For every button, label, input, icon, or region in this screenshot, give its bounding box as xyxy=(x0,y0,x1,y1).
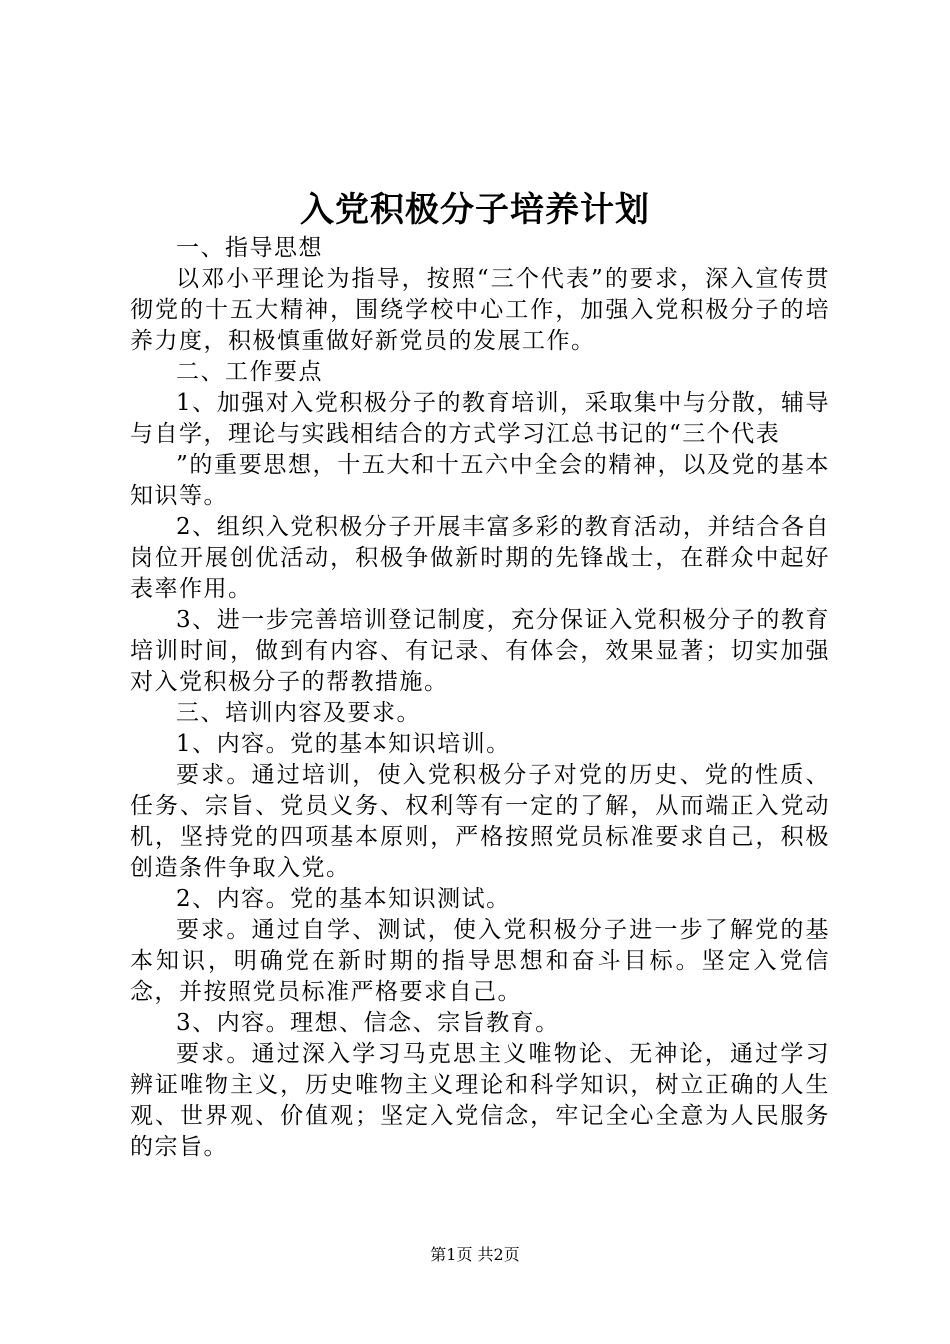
work-point-1: 1、加强对入党积极分子的教育培训，采取集中与分散，辅导与自学，理论与实践相结合的方式学习江总书记的“三个代表 xyxy=(130,390,830,447)
training-content-1: 1、内容。党的基本知识培训。 xyxy=(176,731,511,757)
section-heading-guiding-ideology: 一、指导思想 xyxy=(176,235,323,261)
document-title: 入党积极分子培养计划 xyxy=(300,190,650,230)
training-content-3: 3、内容。理想、信念、宗旨教育。 xyxy=(176,1010,560,1036)
section-heading-training-content: 三、培训内容及要求。 xyxy=(176,700,421,726)
document-body xyxy=(130,233,830,1163)
training-content-2: 2、内容。党的基本知识测试。 xyxy=(176,886,511,912)
page-footer: 第1页 共2页 xyxy=(430,1245,520,1264)
section-heading-work-points: 二、工作要点 xyxy=(176,359,323,385)
work-point-1-continued: ”的重要思想，十五大和十五六中全会的精神，以及党的基本知识等。 xyxy=(130,452,830,509)
work-point-2: 2、组织入党积极分子开展丰富多彩的教育活动，并结合各自岗位开展创优活动，积极争做新时期的先锋战士，在群众中起好表率作用。 xyxy=(130,514,830,602)
work-point-3: 3、进一步完善培训登记制度，充分保证入党积极分子的教育培训时间，做到有内容、有记录、有体会，效果显著；切实加强对入党积极分子的帮教措施。 xyxy=(130,607,830,695)
training-requirement-3: 要求。通过深入学习马克思主义唯物论、无神论，通过学习辨证唯物主义，历史唯物主义理论和科学知识，树立正确的人生观、世界观、价值观；坚定入党信念，牢记全心全意为人民服务的宗旨。 xyxy=(130,1041,830,1160)
training-requirement-1: 要求。通过培训，使入党积极分子对党的历史、党的性质、任务、宗旨、党员义务、权利等有一定的了解，从而端正入党动机，坚持党的四项基本原则，严格按照党员标准要求自己，积极创造条件争取入党。 xyxy=(130,762,830,881)
paragraph-guiding-ideology: 以邓小平理论为指导，按照“三个代表”的要求，深入宣传贯彻党的十五大精神，围绕学校中心工作，加强入党积极分子的培养力度，积极慎重做好新党员的发展工作。 xyxy=(130,266,830,354)
training-requirement-2: 要求。通过自学、测试，使入党积极分子进一步了解党的基本知识，明确党在新时期的指导思想和奋斗目标。坚定入党信念，并按照党员标准严格要求自己。 xyxy=(130,917,830,1005)
